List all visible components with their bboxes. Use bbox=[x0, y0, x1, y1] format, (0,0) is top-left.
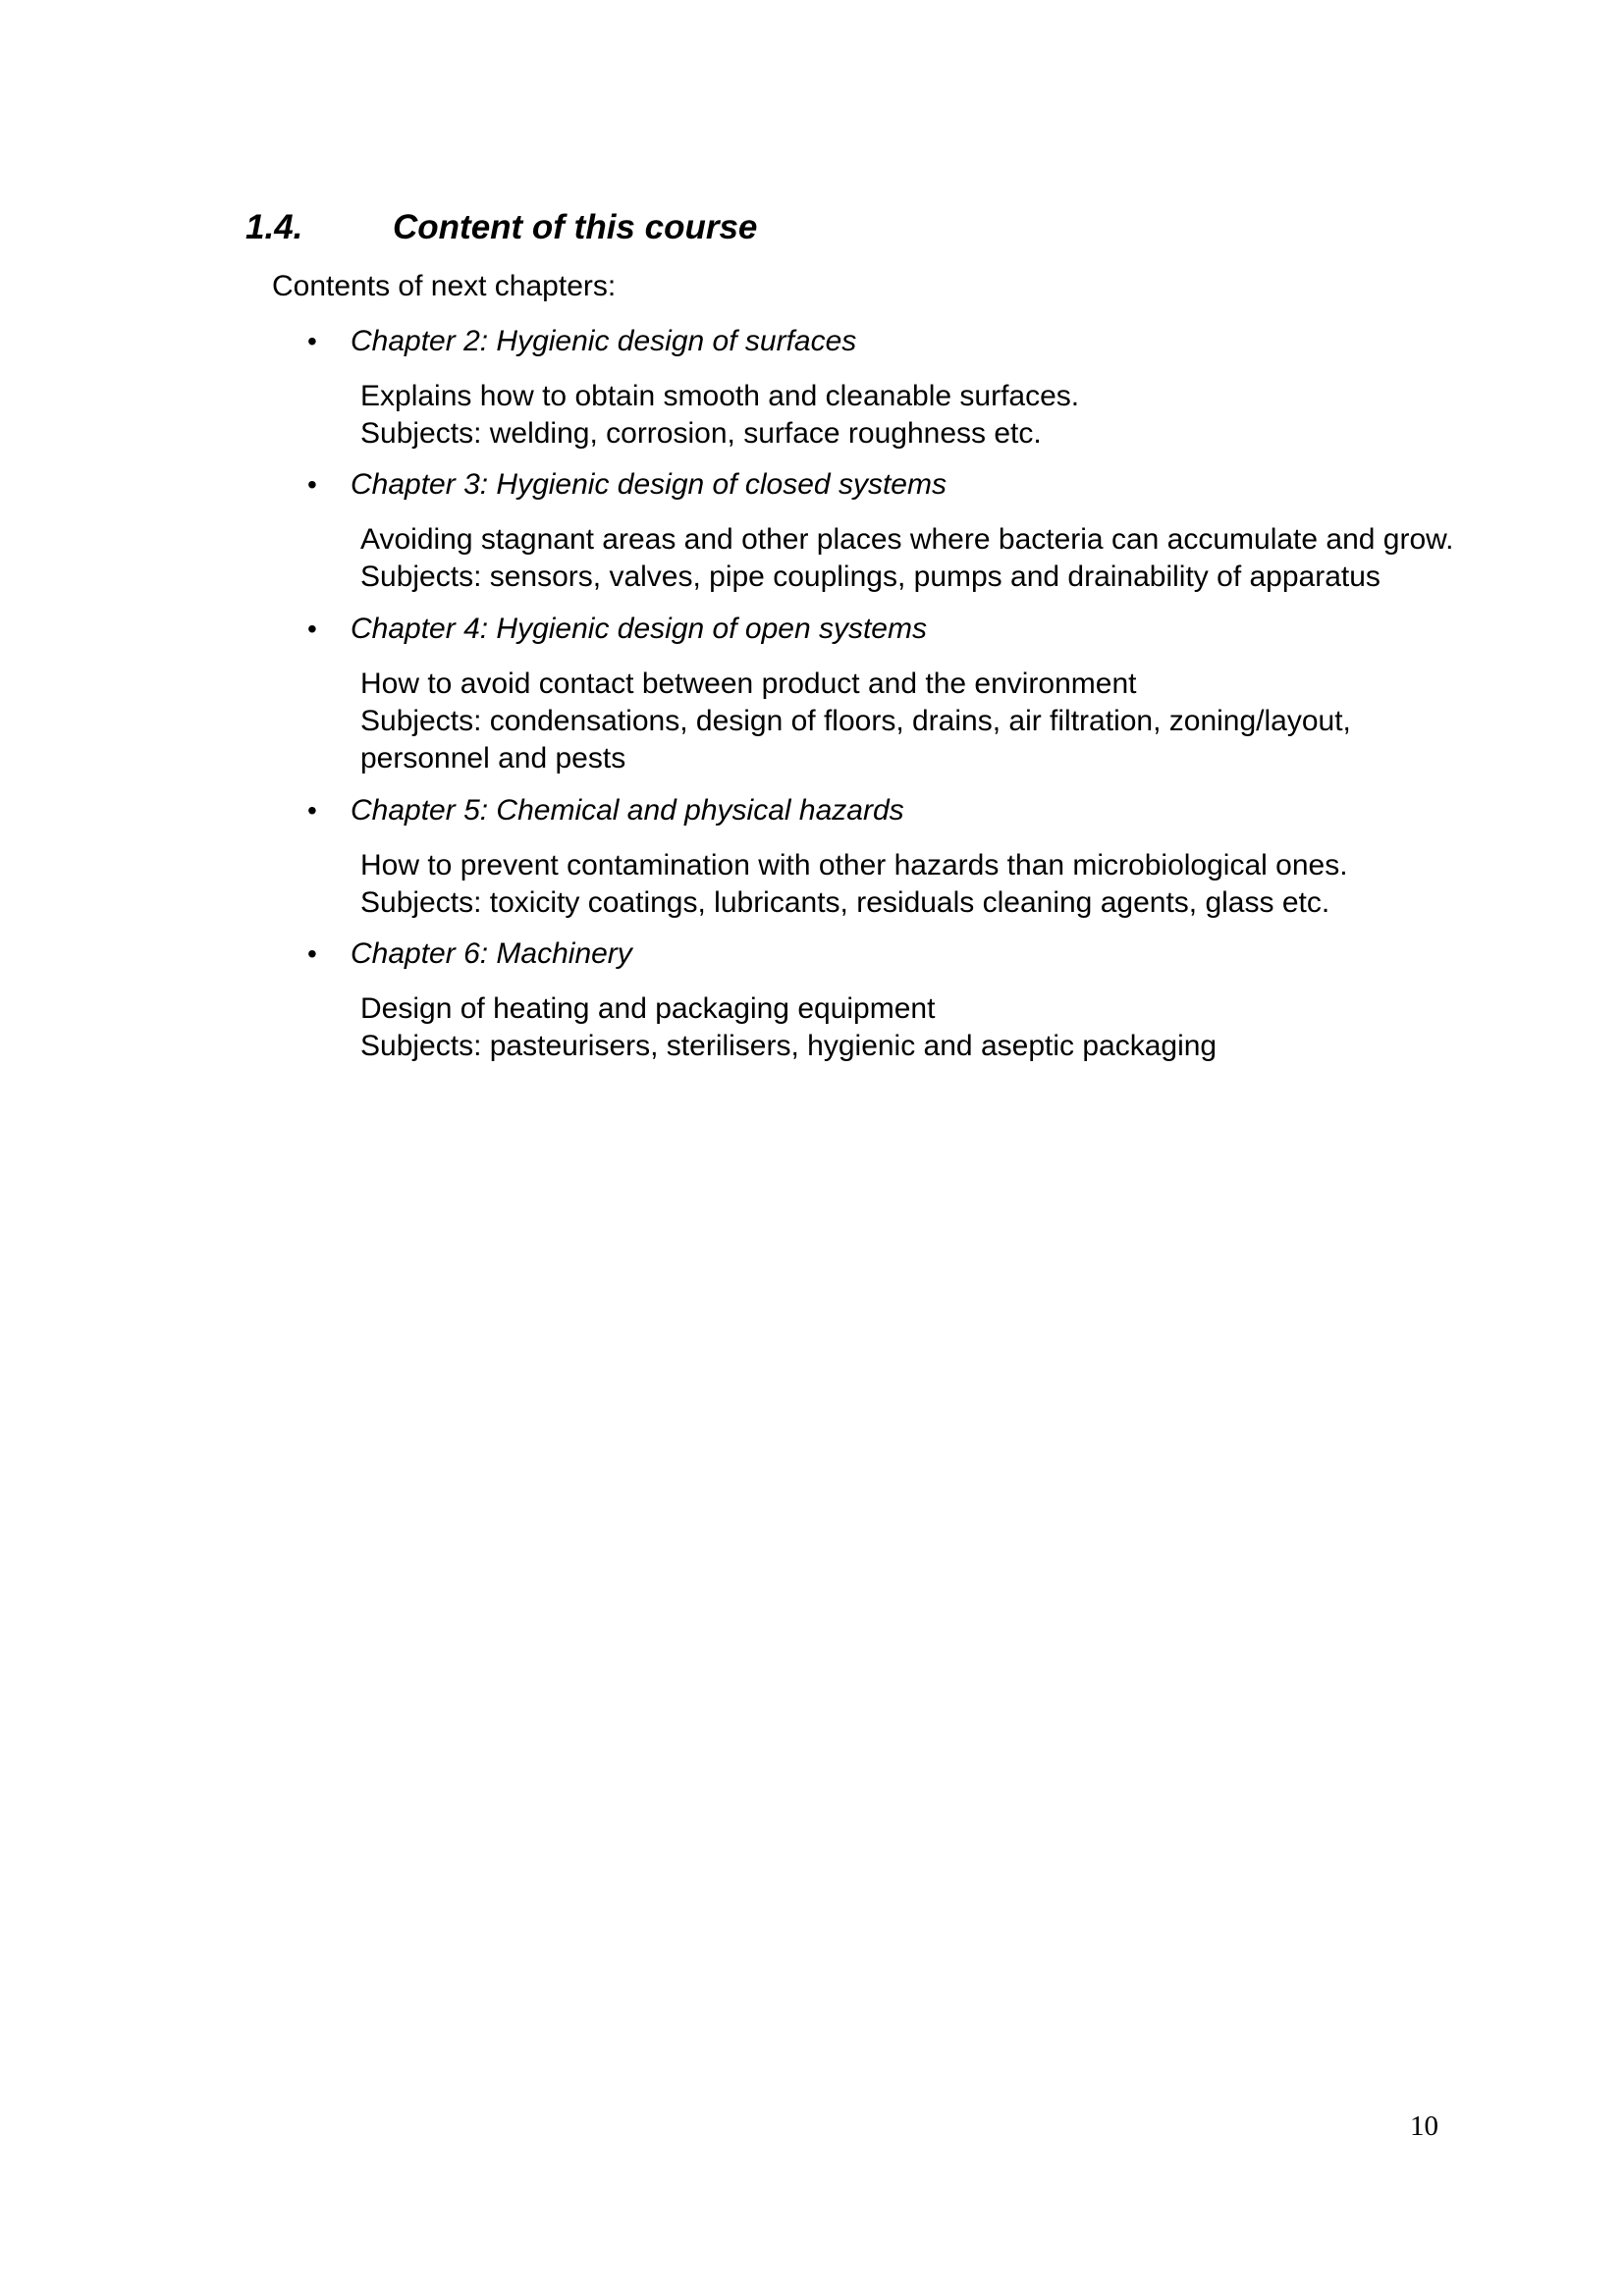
chapter-description bbox=[360, 378, 1079, 453]
description-line: personnel and pests bbox=[360, 742, 626, 774]
description-line: Subjects: condensations, design of floors, drains, air filtration, zoning/layout, bbox=[360, 705, 1351, 737]
description-line: Explains how to obtain smooth and cleanable surfaces. bbox=[360, 380, 1080, 412]
bullet-icon: • bbox=[307, 614, 317, 644]
chapter-description bbox=[360, 847, 1348, 922]
chapter-description bbox=[360, 990, 1217, 1065]
chapter-title: Chapter 5: Chemical and physical hazards bbox=[351, 794, 904, 827]
description-line: Design of heating and packaging equipment bbox=[360, 992, 936, 1025]
intro-text: Contents of next chapters: bbox=[272, 270, 617, 302]
bullet-icon: • bbox=[307, 938, 317, 969]
description-line: Subjects: toxicity coatings, lubricants, residuals cleaning agents, glass etc. bbox=[360, 886, 1330, 919]
section-heading bbox=[245, 208, 757, 247]
chapter-description bbox=[360, 521, 1454, 596]
description-line: How to avoid contact between product and the environment bbox=[360, 667, 1137, 700]
section-number: 1.4. bbox=[245, 208, 303, 246]
chapter-title: Chapter 4: Hygienic design of open systems bbox=[351, 613, 927, 645]
chapter-title: Chapter 2: Hygienic design of surfaces bbox=[351, 325, 857, 357]
bullet-icon: • bbox=[307, 469, 317, 500]
description-line: Subjects: welding, corrosion, surface roughness etc. bbox=[360, 417, 1042, 450]
description-line: Subjects: pasteurisers, sterilisers, hygienic and aseptic packaging bbox=[360, 1030, 1218, 1062]
description-line: How to prevent contamination with other hazards than microbiological ones. bbox=[360, 849, 1348, 881]
chapter-title: Chapter 3: Hygienic design of closed systems bbox=[351, 468, 947, 501]
page-number: 10 bbox=[1410, 2110, 1438, 2142]
section-title: Content of this course bbox=[393, 208, 758, 246]
description-line: Avoiding stagnant areas and other places where bacteria can accumulate and grow. bbox=[360, 523, 1454, 556]
bullet-icon: • bbox=[307, 795, 317, 826]
chapter-description bbox=[360, 666, 1351, 777]
description-line: Subjects: sensors, valves, pipe couplings, pumps and drainability of apparatus bbox=[360, 561, 1380, 593]
bullet-icon: • bbox=[307, 326, 317, 356]
chapter-title: Chapter 6: Machinery bbox=[351, 937, 632, 970]
